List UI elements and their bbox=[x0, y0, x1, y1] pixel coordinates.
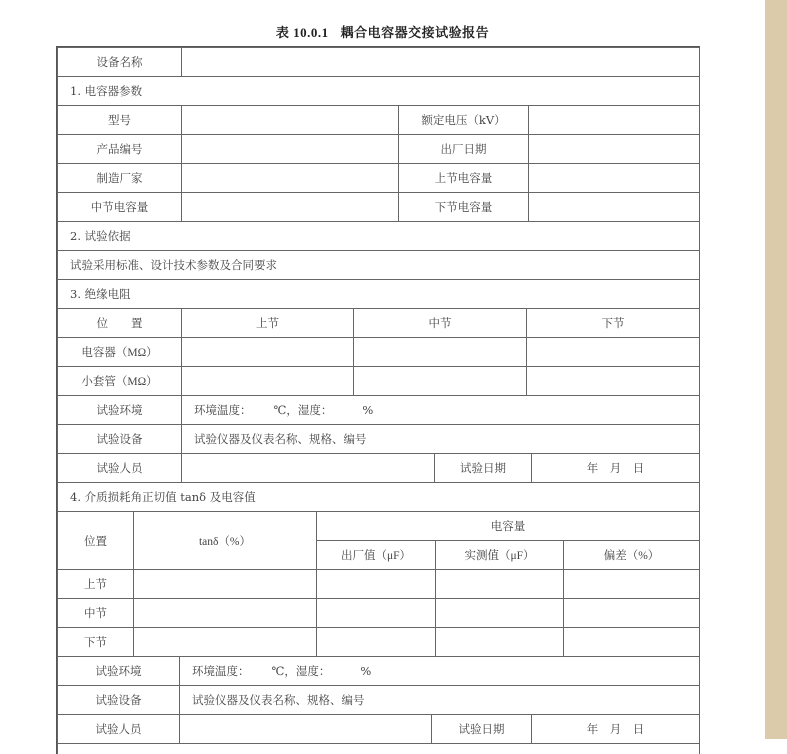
title-text: 耦合电容器交接试验报告 bbox=[341, 26, 490, 41]
person-label: 试验人员 bbox=[58, 715, 180, 744]
table-row bbox=[58, 164, 700, 193]
temp-label: 环境温度： bbox=[194, 403, 252, 417]
col-capacitance: 电容量 bbox=[317, 512, 700, 541]
capacitor-resistance-label: 电容器（MΩ） bbox=[58, 338, 182, 367]
table-row bbox=[58, 193, 700, 222]
env-row bbox=[58, 396, 700, 425]
section4-heading: 4. 介质损耗角正切值 tanδ 及电容值 bbox=[58, 483, 700, 512]
cell[interactable] bbox=[354, 338, 527, 367]
document-title bbox=[0, 22, 765, 41]
person-row bbox=[58, 715, 700, 744]
temp-label: 环境温度： bbox=[192, 664, 250, 678]
table-header-row bbox=[58, 309, 700, 338]
section2-text: 试验采用标准、设计技术参数及合同要求 bbox=[58, 251, 700, 280]
date-label: 试验日期 bbox=[435, 454, 532, 483]
section3-heading: 3. 绝缘电阻 bbox=[58, 280, 700, 309]
cell[interactable] bbox=[564, 570, 700, 599]
section3-env-table bbox=[57, 395, 700, 512]
cell[interactable] bbox=[182, 367, 354, 396]
col-deviation: 偏差（%） bbox=[564, 541, 700, 570]
equip-field[interactable]: 试验仪器及仪表名称、规格、编号 bbox=[180, 686, 700, 715]
table-row bbox=[58, 367, 700, 396]
col-lower: 下节 bbox=[527, 309, 700, 338]
manufacture-date-label: 出厂日期 bbox=[399, 135, 529, 164]
date-label: 试验日期 bbox=[432, 715, 532, 744]
section1-table bbox=[57, 47, 700, 309]
cell[interactable] bbox=[134, 599, 317, 628]
cell[interactable] bbox=[527, 367, 700, 396]
cell[interactable] bbox=[436, 599, 564, 628]
lower-capacitance-label: 下节电容量 bbox=[399, 193, 529, 222]
cell[interactable] bbox=[436, 628, 564, 657]
table-number: 表 10.0.1 bbox=[276, 25, 329, 40]
date-field[interactable]: 年 月 日 bbox=[532, 715, 700, 744]
col-tan-delta: tanδ（%） bbox=[134, 512, 317, 570]
equip-label: 试验设备 bbox=[58, 425, 182, 454]
col-middle: 中节 bbox=[354, 309, 527, 338]
cell[interactable] bbox=[527, 338, 700, 367]
table-header-row bbox=[58, 512, 700, 541]
section4-env-table bbox=[57, 656, 700, 754]
row-label-lower: 下节 bbox=[58, 628, 134, 657]
table-row bbox=[58, 628, 700, 657]
equip-row bbox=[58, 425, 700, 454]
cell[interactable] bbox=[317, 599, 436, 628]
section2-heading: 2. 试验依据 bbox=[58, 222, 700, 251]
bushing-resistance-label: 小套管（MΩ） bbox=[58, 367, 182, 396]
env-field[interactable] bbox=[180, 657, 700, 686]
person-field[interactable] bbox=[182, 454, 435, 483]
device-name-row bbox=[58, 48, 700, 77]
humidity-label: ℃，湿度： bbox=[274, 403, 333, 417]
col-position: 位置 bbox=[58, 512, 134, 570]
rated-voltage-label: 额定电压（kV） bbox=[399, 106, 529, 135]
env-row bbox=[58, 657, 700, 686]
section4-table bbox=[57, 511, 700, 657]
manufacturer-label: 制造厂家 bbox=[58, 164, 182, 193]
equip-field[interactable]: 试验仪器及仪表名称、规格、编号 bbox=[182, 425, 700, 454]
col-measured-value: 实测值（μF） bbox=[436, 541, 564, 570]
model-label: 型号 bbox=[58, 106, 182, 135]
date-field[interactable]: 年 月 日 bbox=[532, 454, 700, 483]
middle-capacitance-label: 中节电容量 bbox=[58, 193, 182, 222]
percent-unit: % bbox=[360, 664, 371, 678]
report-form bbox=[56, 46, 700, 754]
cell[interactable] bbox=[134, 628, 317, 657]
env-label: 试验环境 bbox=[58, 657, 180, 686]
cell[interactable] bbox=[317, 628, 436, 657]
col-upper: 上节 bbox=[182, 309, 354, 338]
cell[interactable] bbox=[436, 570, 564, 599]
table-row bbox=[58, 338, 700, 367]
upper-capacitance-field[interactable] bbox=[529, 164, 700, 193]
middle-capacitance-field[interactable] bbox=[182, 193, 399, 222]
equip-label: 试验设备 bbox=[58, 686, 180, 715]
env-label: 试验环境 bbox=[58, 396, 182, 425]
row-label-upper: 上节 bbox=[58, 570, 134, 599]
serial-number-label: 产品编号 bbox=[58, 135, 182, 164]
cell[interactable] bbox=[564, 599, 700, 628]
table-row bbox=[58, 135, 700, 164]
person-label: 试验人员 bbox=[58, 454, 182, 483]
section3-table bbox=[57, 308, 700, 396]
person-field[interactable] bbox=[180, 715, 432, 744]
person-row bbox=[58, 454, 700, 483]
manufacturer-field[interactable] bbox=[182, 164, 399, 193]
table-row bbox=[58, 570, 700, 599]
manufacture-date-field[interactable] bbox=[529, 135, 700, 164]
cell[interactable] bbox=[354, 367, 527, 396]
lower-capacitance-field[interactable] bbox=[529, 193, 700, 222]
percent-unit: % bbox=[362, 403, 373, 417]
serial-number-field[interactable] bbox=[182, 135, 399, 164]
col-factory-value: 出厂值（μF） bbox=[317, 541, 436, 570]
cell[interactable] bbox=[134, 570, 317, 599]
cell[interactable] bbox=[317, 570, 436, 599]
section1-heading: 1. 电容器参数 bbox=[58, 77, 700, 106]
cell[interactable] bbox=[564, 628, 700, 657]
table-row bbox=[58, 106, 700, 135]
table-continuation bbox=[58, 744, 700, 754]
device-name-field[interactable] bbox=[182, 48, 700, 77]
table-row bbox=[58, 599, 700, 628]
row-label-middle: 中节 bbox=[58, 599, 134, 628]
env-field[interactable] bbox=[182, 396, 700, 425]
rated-voltage-field[interactable] bbox=[529, 106, 700, 135]
equip-row bbox=[58, 686, 700, 715]
page-edge-strip bbox=[765, 0, 787, 739]
upper-capacitance-label: 上节电容量 bbox=[399, 164, 529, 193]
device-name-label: 设备名称 bbox=[58, 48, 182, 77]
humidity-label: ℃，湿度： bbox=[272, 664, 331, 678]
col-position: 位 置 bbox=[58, 309, 182, 338]
cell[interactable] bbox=[182, 338, 354, 367]
model-field[interactable] bbox=[182, 106, 399, 135]
